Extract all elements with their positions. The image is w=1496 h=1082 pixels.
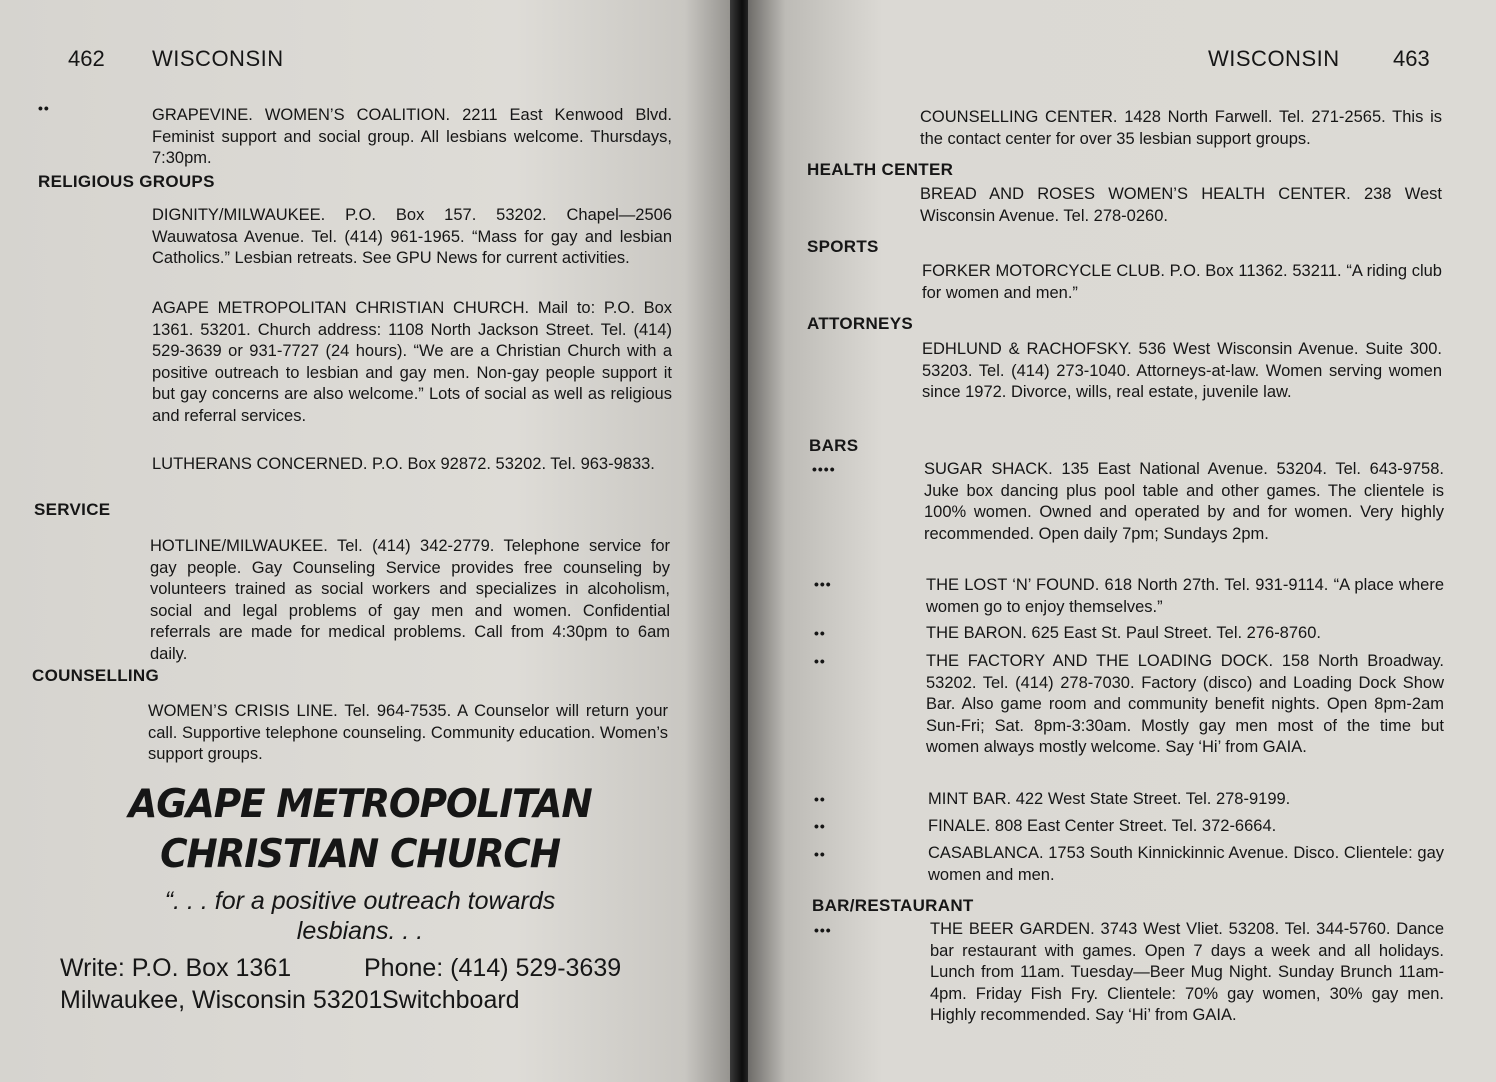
rating-stars: ••	[814, 791, 826, 807]
ad-contact-block	[60, 952, 660, 1016]
listing-entry: THE LOST ‘N’ FOUND. 618 North 27th. Tel. 931-9114. “A place where women go to enjoy themselves.”	[926, 576, 1444, 616]
agape-church-advertisement	[60, 780, 660, 1016]
listing-entry: HOTLINE/MILWAUKEE. Tel. (414) 342-2779. Telephone service for gay people. Gay Counseling Service provides free counseling by volunteers trained as social workers and specializes in alcoholism, social and legal problems of gay men and women. Confidential referrals are made for medical problems. Call from 4:30pm to 6am daily.	[150, 537, 670, 663]
category-heading: SERVICE	[34, 500, 111, 519]
ad-tagline-line-2: lesbians. . .	[296, 917, 424, 945]
rating-stars: ••	[814, 846, 826, 862]
ad-title-line-2: CHRISTIAN CHURCH	[160, 832, 560, 877]
listing-entry: DIGNITY/MILWAUKEE. P.O. Box 157. 53202. Chapel—2506 Wauwatosa Avenue. Tel. (414) 961-1965. “Mass for gay and lesbian Catholics.” Lesbian retreats. See GPU News for current activities.	[152, 206, 672, 267]
listing-entry: AGAPE METROPOLITAN CHRISTIAN CHURCH. Mail to: P.O. Box 1361. 53201. Church address: 1108 North Jackson Street. Tel. (414) 529-3639 or 931-7727 (24 hours). “We are a Christian Church with a positive outreach to lesbian and gay men. Non-gay people support it but gay concerns are also welcome.” Lots of social as well as religious and referral services.	[152, 299, 672, 425]
ad-phone: Phone: (414) 529-3639	[364, 954, 622, 982]
page-number: 462	[68, 46, 105, 71]
category-heading: HEALTH CENTER	[807, 160, 954, 179]
category-heading: BARS	[809, 436, 859, 455]
listing-entry: CASABLANCA. 1753 South Kinnickinnic Avenue. Disco. Clientele: gay women and men.	[928, 844, 1444, 884]
rating-stars: ••	[814, 653, 826, 669]
ad-tagline-line-1: “. . . for a positive outreach towards	[164, 887, 556, 915]
listing-entry: LUTHERANS CONCERNED. P.O. Box 92872. 53202. Tel. 963-9833.	[152, 455, 655, 473]
rating-stars: ••	[814, 818, 826, 834]
listing-entry: COUNSELLING CENTER. 1428 North Farwell. Tel. 271-2565. This is the contact center for over 35 lesbian support groups.	[920, 108, 1442, 148]
listing-entry: THE BARON. 625 East St. Paul Street. Tel. 276-8760.	[926, 624, 1321, 642]
listing-entry: THE FACTORY AND THE LOADING DOCK. 158 North Broadway. 53202. Tel. (414) 278-7030. Factory (disco) and Loading Dock Show Bar. Also game room and community benefit nights. Open 8pm-2am Sun-Fri; Sat. 8pm-3:30am. Mostly gay men most of the time but women always mostly welcome. Say ‘Hi’ from GAIA.	[926, 652, 1444, 756]
rating-stars: ••	[814, 625, 826, 641]
category-heading: RELIGIOUS GROUPS	[38, 172, 215, 191]
running-head: WISCONSIN	[152, 46, 284, 71]
ad-mail-address: Write: P.O. Box 1361	[60, 954, 292, 982]
right-page	[748, 0, 1496, 1082]
rating-stars: ••	[38, 100, 50, 116]
category-heading: COUNSELLING	[32, 666, 160, 685]
ad-city: Milwaukee, Wisconsin 53201	[60, 986, 383, 1014]
rating-stars: •••	[814, 922, 832, 938]
running-head: WISCONSIN	[1208, 46, 1340, 71]
listing-entry: SUGAR SHACK. 135 East National Avenue. 53204. Tel. 643-9758. Juke box dancing plus pool table and other games. The clientele is 100% women. Owned and operated by and for women. Very highly recommended. Open daily 7pm; Sundays 2pm.	[924, 460, 1444, 543]
category-heading: ATTORNEYS	[807, 314, 913, 333]
listing-entry: FINALE. 808 East Center Street. Tel. 372-6664.	[928, 817, 1277, 835]
listing-entry: BREAD AND ROSES WOMEN’S HEALTH CENTER. 238 West Wisconsin Avenue. Tel. 278-0260.	[920, 185, 1442, 225]
category-heading: BAR/RESTAURANT	[812, 896, 974, 915]
ad-switchboard: Switchboard	[382, 986, 520, 1014]
ad-title-line-1: AGAPE METROPOLITAN	[128, 782, 592, 827]
listing-entry: THE BEER GARDEN. 3743 West Vliet. 53208. Tel. 344-5760. Dance bar restaurant with games. Open 7 days a week and all holidays. Lunch from 11am. Tuesday—Beer Mug Night. Sunday Brunch 11am-4pm. Friday Fish Fry. Clientele: 70% gay women, 30% gay men. Highly recommended. Say ‘Hi’ from GAIA.	[930, 920, 1444, 1024]
listing-entry: GRAPEVINE. WOMEN’S COALITION. 2211 East Kenwood Blvd. Feminist support and social group. All lesbians welcome. Thursdays, 7:30pm.	[152, 106, 672, 167]
page-number: 463	[1393, 46, 1430, 71]
rating-stars: •••	[814, 576, 832, 592]
listing-entry: EDHLUND & RACHOFSKY. 536 West Wisconsin Avenue. Suite 300. 53203. Tel. (414) 273-1040. Attorneys-at-law. Women serving women since 1972. Divorce, wills, real estate, juvenile law.	[922, 340, 1442, 401]
listing-entry: WOMEN’S CRISIS LINE. Tel. 964-7535. A Counselor will return your call. Supportive telephone counseling. Community education. Women’s support groups.	[148, 702, 668, 763]
category-heading: SPORTS	[807, 237, 879, 256]
listing-entry: FORKER MOTORCYCLE CLUB. P.O. Box 11362. 53211. “A riding club for women and men.”	[922, 262, 1442, 302]
rating-stars: ••••	[812, 461, 836, 477]
listing-entry: MINT BAR. 422 West State Street. Tel. 278-9199.	[928, 790, 1291, 808]
left-page	[0, 0, 736, 1082]
